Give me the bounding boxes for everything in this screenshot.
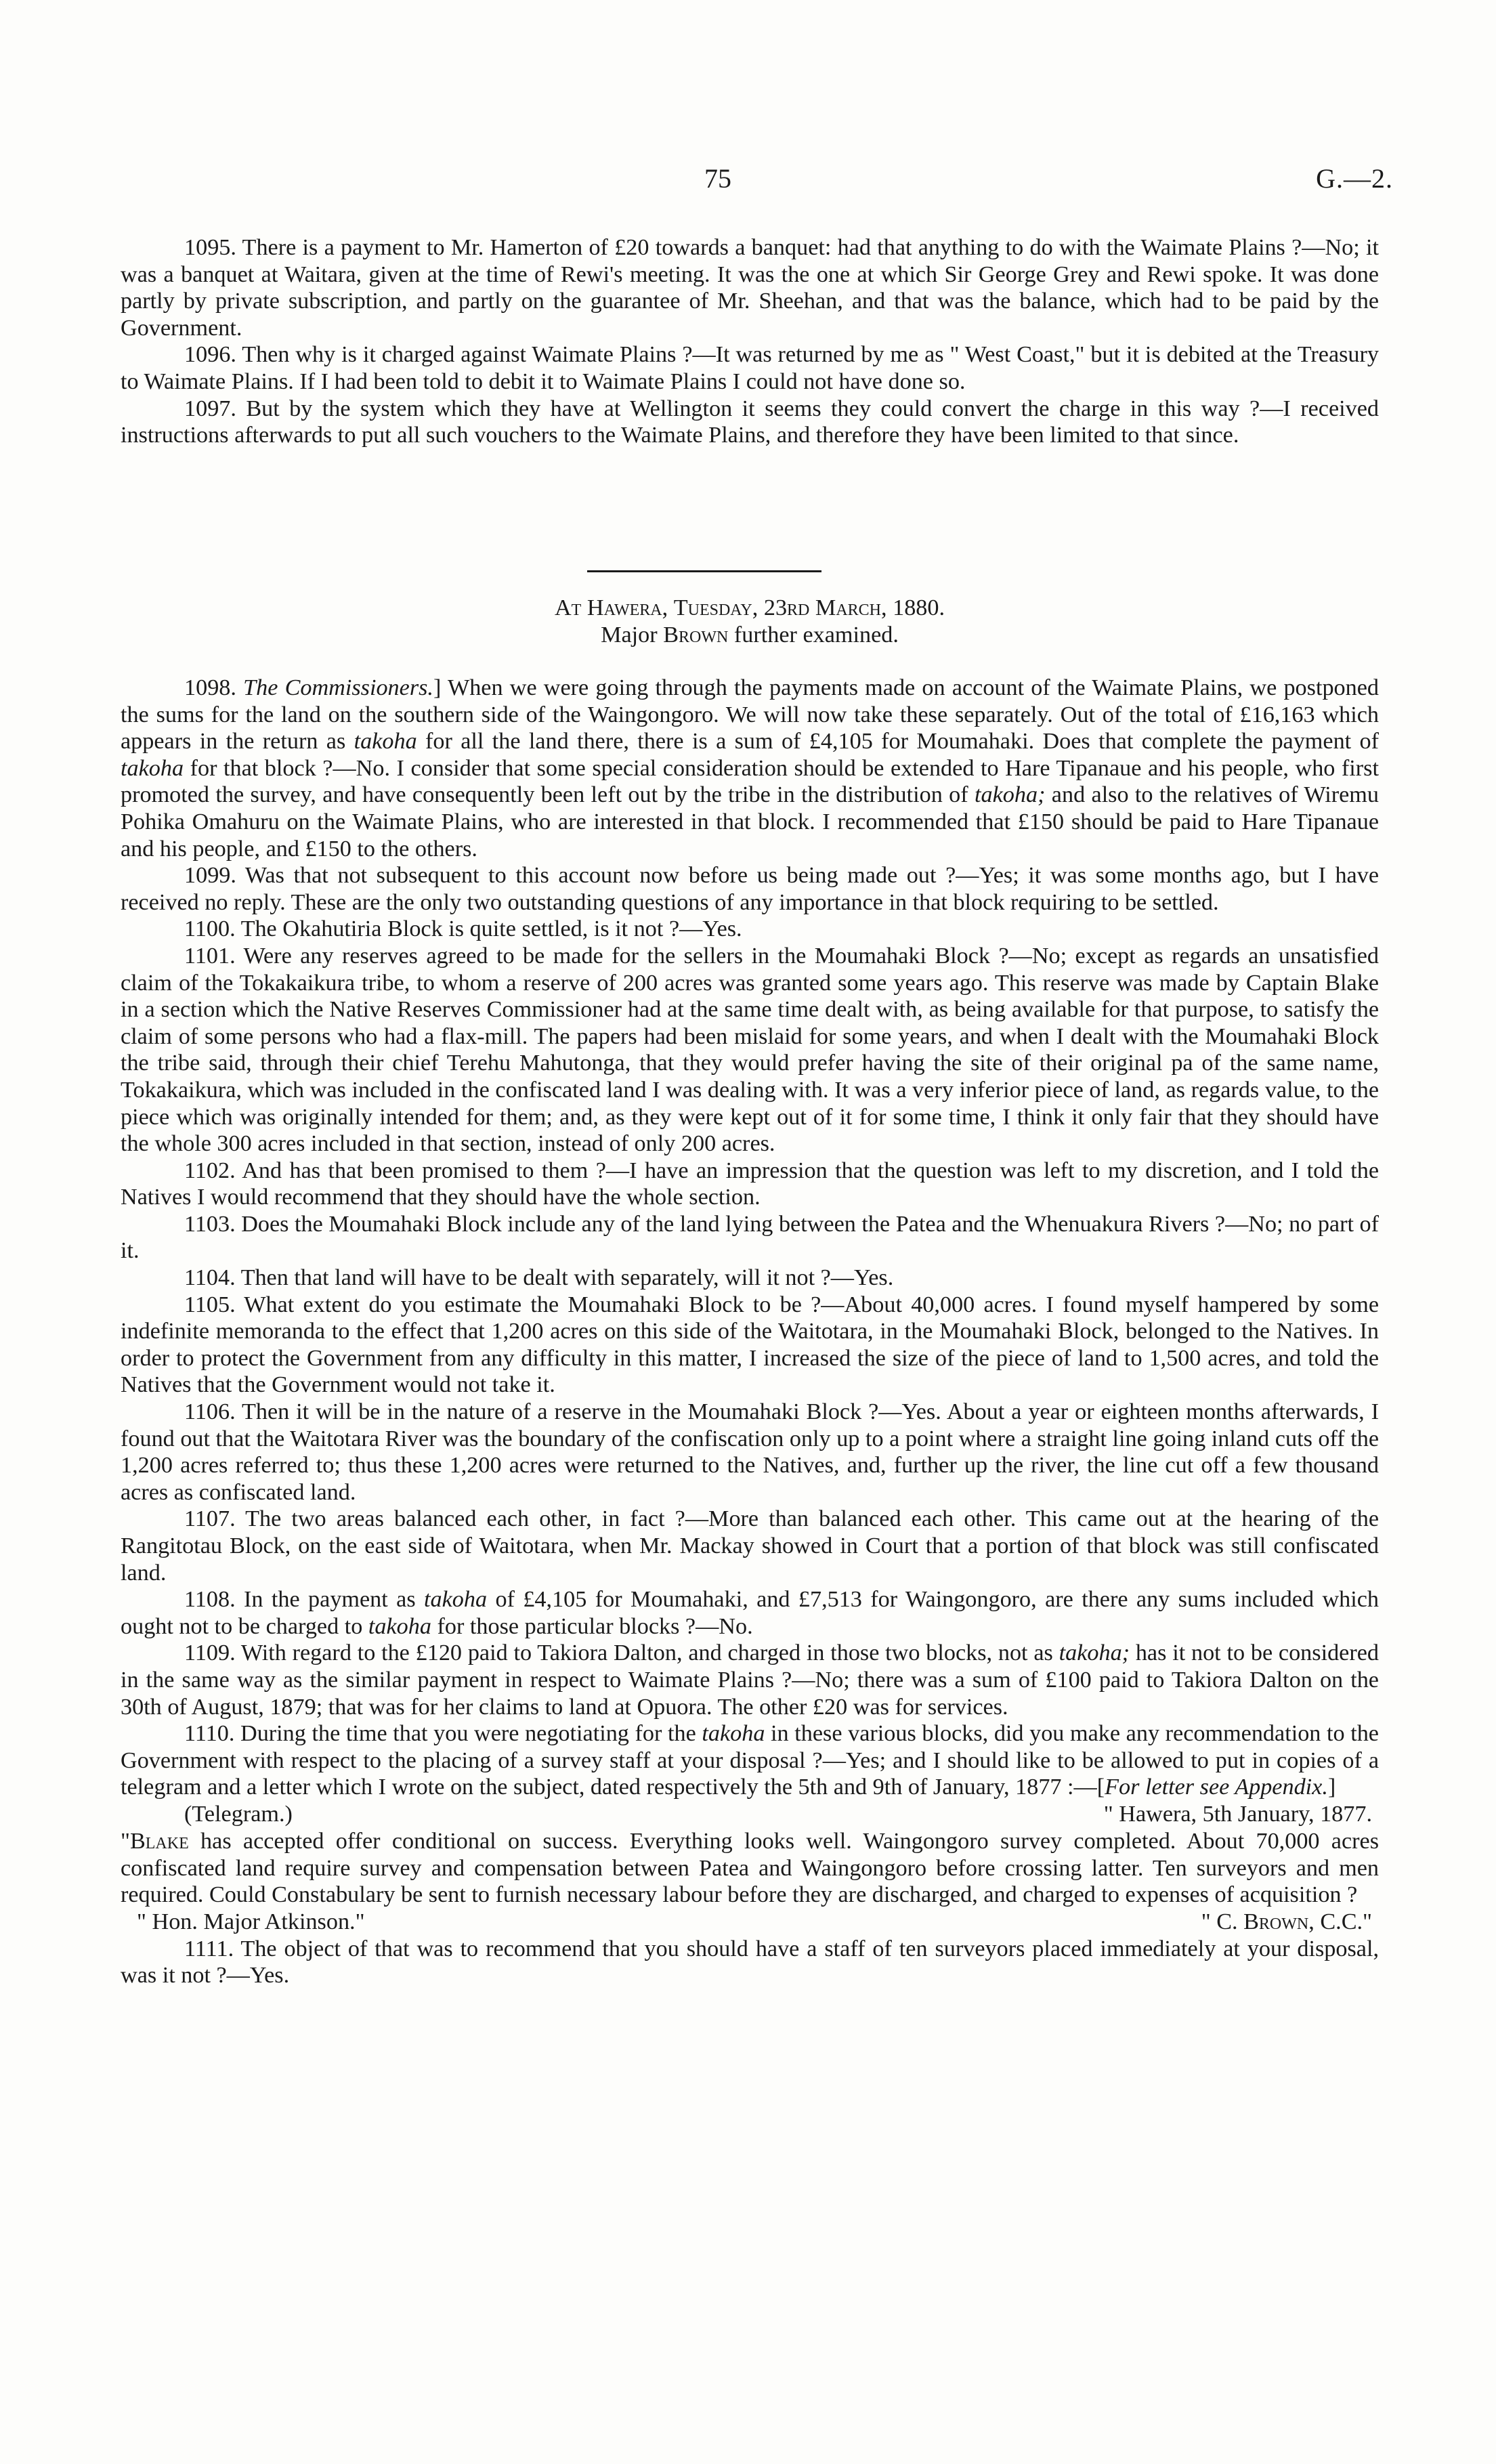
- page-number: 75: [704, 163, 731, 194]
- telegram-dateline: " Hawera, 5th January, 1877.: [1103, 1801, 1372, 1827]
- witness-line: Major Brown further examined.: [601, 622, 899, 647]
- paragraph-1105: 1105. What extent do you estimate the Moumahaki Block to be ?—About 40,000 acres. I found myself hampered by some indefinite memoranda to the effect that 1,200 acres on this side of the Waitotara, in the Moumahaki Block, belonged to the Natives. In order to protect the Government from any difficulty in this matter, I increased the size of the piece of land to 1,500 acres, and told the Natives that the Government would not take it.: [121, 1292, 1379, 1398]
- paragraph-1106: 1106. Then it will be in the nature of a reserve in the Moumahaki Block ?—Yes. About a year or eighteen months afterwards, I found out that the Waitotara River was the boundary of the confiscation only up to a point where a straight line going inland cuts off the 1,200 acres referred to; thus these 1,200 acres were returned to the Natives, and, further up the river, the line cut off a few thousand acres as confiscated land.: [121, 1399, 1379, 1505]
- speaker-label: The Commissioners.: [243, 675, 433, 700]
- paragraph-1107: 1107. The two areas balanced each other, in fact ?—More than balanced each other. This came out at the hearing of the Rangitotau Block, on the east side of Waitotara, when Mr. Mackay showed in Court that a portion of that block was still confiscated land.: [121, 1506, 1379, 1586]
- paragraph-1095: 1095. There is a payment to Mr. Hamerton of £20 towards a banquet: had that anything to do with the Waimate Plains ?—No; it was a banquet at Waitara, given at the time of Rewi's meeting. It was the one at which Sir George Grey and Rewi spoke. It was done partly by private subscription, and partly on the guarantee of Mr. Sheehan, and that was the balance, which had to be paid by the Government.: [121, 235, 1379, 341]
- paragraph-1100: 1100. The Okahutiria Block is quite settled, is it not ?—Yes.: [184, 916, 742, 942]
- telegram-signature-line: [121, 1909, 1379, 1936]
- appendix-note: For letter see Appendix.: [1105, 1775, 1328, 1800]
- session-heading: [121, 595, 1379, 649]
- telegram-sender: Blake: [129, 1828, 189, 1854]
- paragraph-1110: 1110. During the time that you were negotiating for the takoha in these various blocks, did you make any recommendation to the Government with respect to the placing of a survey staff at your disposal ?—Yes; and I should like to be allowed to put in copies of a telegram and a letter which I wrote on the subject, dated respectively the 5th and 9th of January, 1877 :—[For letter see Appendix.]: [121, 1721, 1379, 1800]
- paragraph-1109: 1109. With regard to the £120 paid to Takiora Dalton, and charged in those two blocks, not as takoha; has it not to be considered in the same way as the similar payment in respect to Waimate Plains ?—No; there was a sum of £100 paid to Takiora Dalton on the 30th of August, 1879; that was for her claims to land at Opuora. The other £20 was for services.: [121, 1640, 1380, 1720]
- telegram-label: (Telegram.): [184, 1801, 293, 1827]
- session-year: , 1880.: [881, 595, 945, 620]
- page-header: [0, 163, 1496, 203]
- telegram-header: [121, 1801, 1379, 1828]
- paragraph-1108: 1108. In the payment as takoha of £4,105 for Moumahaki, and £7,513 for Waingongoro, are there any sums included which ought not to be charged to takoha for those particular blocks ?—No.: [121, 1587, 1379, 1639]
- session-day: Tuesday: [673, 595, 752, 620]
- telegram-addressee: " Hon. Major Atkinson.": [137, 1909, 365, 1934]
- evidence-block-main: [121, 675, 1379, 1989]
- telegram-body: "Blake has accepted offer conditional on success. Everything looks well. Waingongoro survey completed. About 70,000 acres confiscated land require survey and compensation between Patea and Waingongoro before crossing latter. Ten surveyors and men required. Could Constabulary be sent to furnish necessary labour before they are discharged, and charged to expenses of acquisition ?: [121, 1828, 1379, 1908]
- session-date: 23rd March: [763, 595, 882, 620]
- paragraph-1103: 1103. Does the Moumahaki Block include any of the land lying between the Patea and the Whenuakura Rivers ?—No; no part of it.: [121, 1211, 1379, 1264]
- document-reference: G.—2.: [1316, 163, 1393, 194]
- paragraph-1099: 1099. Was that not subsequent to this account now before us being made out ?—Yes; it was some months ago, but I have received no reply. These are the only two outstanding questions of any importance in that block requiring to be settled.: [121, 863, 1379, 915]
- session-date-line: At Hawera, Tuesday, 23rd March, 1880.: [554, 595, 945, 620]
- witness-name: Brown: [663, 622, 729, 647]
- paragraph-1104: 1104. Then that land will have to be dealt with separately, will it not ?—Yes.: [184, 1265, 894, 1291]
- paragraph-1097: 1097. But by the system which they have at Wellington it seems they could convert the charge in this way ?—I received instructions afterwards to put all such vouchers to the Waimate Plains, and therefore they have been limited to that since.: [121, 396, 1379, 448]
- paragraph-1111: 1111. The object of that was to recommend that you should have a staff of ten surveyors placed immediately at your disposal, was it not ?—Yes.: [121, 1936, 1379, 1989]
- telegram-signature: " C. Brown, C.C.": [1201, 1909, 1372, 1934]
- paragraph-1102: 1102. And has that been promised to them ?—I have an impression that the question was left to my discretion, and I told the Natives I would recommend that they should have the whole section.: [121, 1157, 1379, 1210]
- evidence-block-top: [121, 234, 1379, 449]
- paragraph-1101: 1101. Were any reserves agreed to be made for the sellers in the Moumahaki Block ?—No; except as regards an unsatisfied claim of the Tokakaikura tribe, to whom a reserve of 200 acres was granted some years ago. This reserve was made by Captain Blake in a section which the Native Reserves Commissioner had at the same time dealt with, as being available for that purpose, to satisfy the claim of some persons who had a flax-mill. The papers had been mislaid for some years, and when I dealt with the Moumahaki Block the tribe said, through their chief Terehu Mahutonga, that they would prefer having the site of their original pa of the same name, Tokakaikura, which was included in the confiscated land I was dealing with. It was a very inferior piece of land, as regards value, to the piece which was originally intended for them; and, as they were kept out of it for some time, I think it only fair that they should have the whole 300 acres included in that section, instead of only 200 acres.: [121, 943, 1379, 1157]
- paragraph-1096: 1096. Then why is it charged against Waimate Plains ?—It was returned by me as " West Coast," but it is debited at the Treasury to Waimate Plains. If I had been told to debit it to Waimate Plains I could not have done so.: [121, 342, 1379, 394]
- section-divider: [587, 570, 821, 572]
- paragraph-1098: 1098. The Commissioners.] When we were going through the payments made on account of the Waimate Plains, we postponed the sums for the land on the southern side of the Waingongoro. We will now take these separately. Out of the total of £16,163 which appears in the return as takoha for all the land there, there is a sum of £4,105 for Moumahaki. Does that complete the payment of takoha for that block ?—No. I consider that some special consideration should be extended to Hare Tipanaue and his people, who first promoted the survey, and have consequently been left out by the tribe in the distribution of takoha; and also to the relatives of Wiremu Pohika Omahuru on the Waimate Plains, who are interested in that block. I recommended that £150 should be paid to Hare Tipanaue and his people, and £150 to the others.: [121, 675, 1379, 862]
- session-place: Hawera: [586, 595, 662, 620]
